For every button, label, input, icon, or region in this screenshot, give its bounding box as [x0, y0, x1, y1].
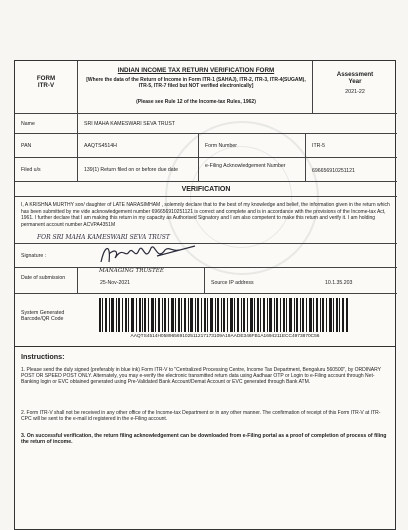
name-row	[15, 113, 397, 133]
barcode-text: AAQTS4514H05896569102511217173109A19AADE346FB1A1694211ECC4973870C56	[130, 334, 320, 339]
title-cell	[77, 61, 313, 113]
name-value: SRI MAHA KAMESWARI SEVA TRUST	[84, 121, 175, 127]
date-row	[15, 267, 397, 293]
date-value: 25-Nov-2021	[100, 280, 130, 286]
signature-row	[15, 243, 397, 274]
assessment-year-value: 2021-22	[345, 89, 365, 95]
filed-value: 139(1) Return filed on or before due date	[84, 167, 179, 173]
assessment-year-label: Assessment Year	[336, 71, 374, 86]
barcode-image	[99, 298, 349, 332]
date-label: Date of submission	[21, 275, 66, 281]
form-number-value: ITR-5	[312, 143, 325, 149]
verification-heading-row	[15, 181, 397, 197]
ip-value: 10.1.35.203	[325, 280, 353, 286]
name-label: Name	[21, 121, 35, 127]
ip-label: Source IP address	[211, 280, 254, 286]
form-label: FORM ITR-V	[36, 75, 56, 90]
instruction-item-1: 1. Please send the duly signed (preferably in blue ink) Form ITR-V to "Centralized Processing Centre, Income Tax Department, Bengaluru 560500", by ORDINARY POST OR SPEED POST ONLY. Alternately, you may e-verify the electronic transmitted return data using Aadhaar OTP or Login to e-Filing account through Net-Banking login or EVC obtained generated using Pre-Validated Bank Account/Demat Account or EVC generated through Bank ATM.	[21, 367, 381, 386]
instruction-item-2: 2. Form ITR-V shall not be received in any other office of the Income-tax Department or in any other manner. The confirmation of receipt of this Form ITR-V at ITR-CPC will be sent to the e-mail id registered in the e-Filing account.	[21, 410, 381, 423]
handwritten-org: FOR SRI MAHA KAMESWARI SEVA TRUST	[37, 234, 170, 241]
signature-label: Signature :	[21, 253, 47, 259]
barcode-row	[15, 293, 397, 343]
pan-label: PAN	[21, 143, 32, 149]
signature-image	[95, 240, 205, 270]
form-title: INDIAN INCOME TAX RETURN VERIFICATION FORM	[117, 67, 275, 74]
pan-value: AAQTS4514H	[84, 143, 117, 149]
ack-label: e-Filing Acknowledgement Number	[205, 163, 286, 169]
verification-text: I, A KRISHNA MURTHY son/ daughter of LATE NARASIMHAM , solemnly declare that to the best of my knowledge and belief, the information given in the return which has been submitted by me vide acknowledgement number 696656910251121 is correct and complete and is in accordance with the provisions of the Income-tax Act, 1961. I further declare that I am making this return in my capacity as Authorised Signatory and I am also competent to make this return and verify it. I am holding permanent account number ACVPA4351M	[21, 202, 390, 228]
form-number-label: Form Number	[205, 143, 237, 149]
assessment-year-cell	[313, 61, 397, 113]
form-label-cell	[15, 61, 77, 113]
designation-handwritten: MANAGING TRUSTEE	[99, 268, 164, 274]
instructions-heading: Instructions:	[21, 352, 65, 361]
itr-v-form	[14, 60, 396, 520]
instructions-box	[14, 346, 396, 530]
form-rule: (Please see Rule 12 of the Income-tax Rules, 1962)	[136, 99, 256, 105]
verification-heading: VERIFICATION	[181, 186, 231, 193]
form-subtitle: [Where the data of the Return of Income in Form ITR-1 (SAHAJ), ITR-2, ITR-3, ITR-4(SUGAM), ITR-5, ITR-7 filed but NOT verified electronically]	[86, 77, 306, 89]
filed-label: Filed u/s	[21, 167, 41, 173]
ack-value: 696656910251121	[312, 168, 355, 174]
filed-row	[15, 157, 397, 181]
pan-row	[15, 133, 397, 157]
barcode-label: System Generated Barcode/QR Code	[21, 310, 65, 323]
instruction-item-3: 3. On successful verification, the return filing acknowledgement can be downloaded from e-Filing portal as a proof of completion of process of filing the return of income.	[21, 433, 387, 446]
